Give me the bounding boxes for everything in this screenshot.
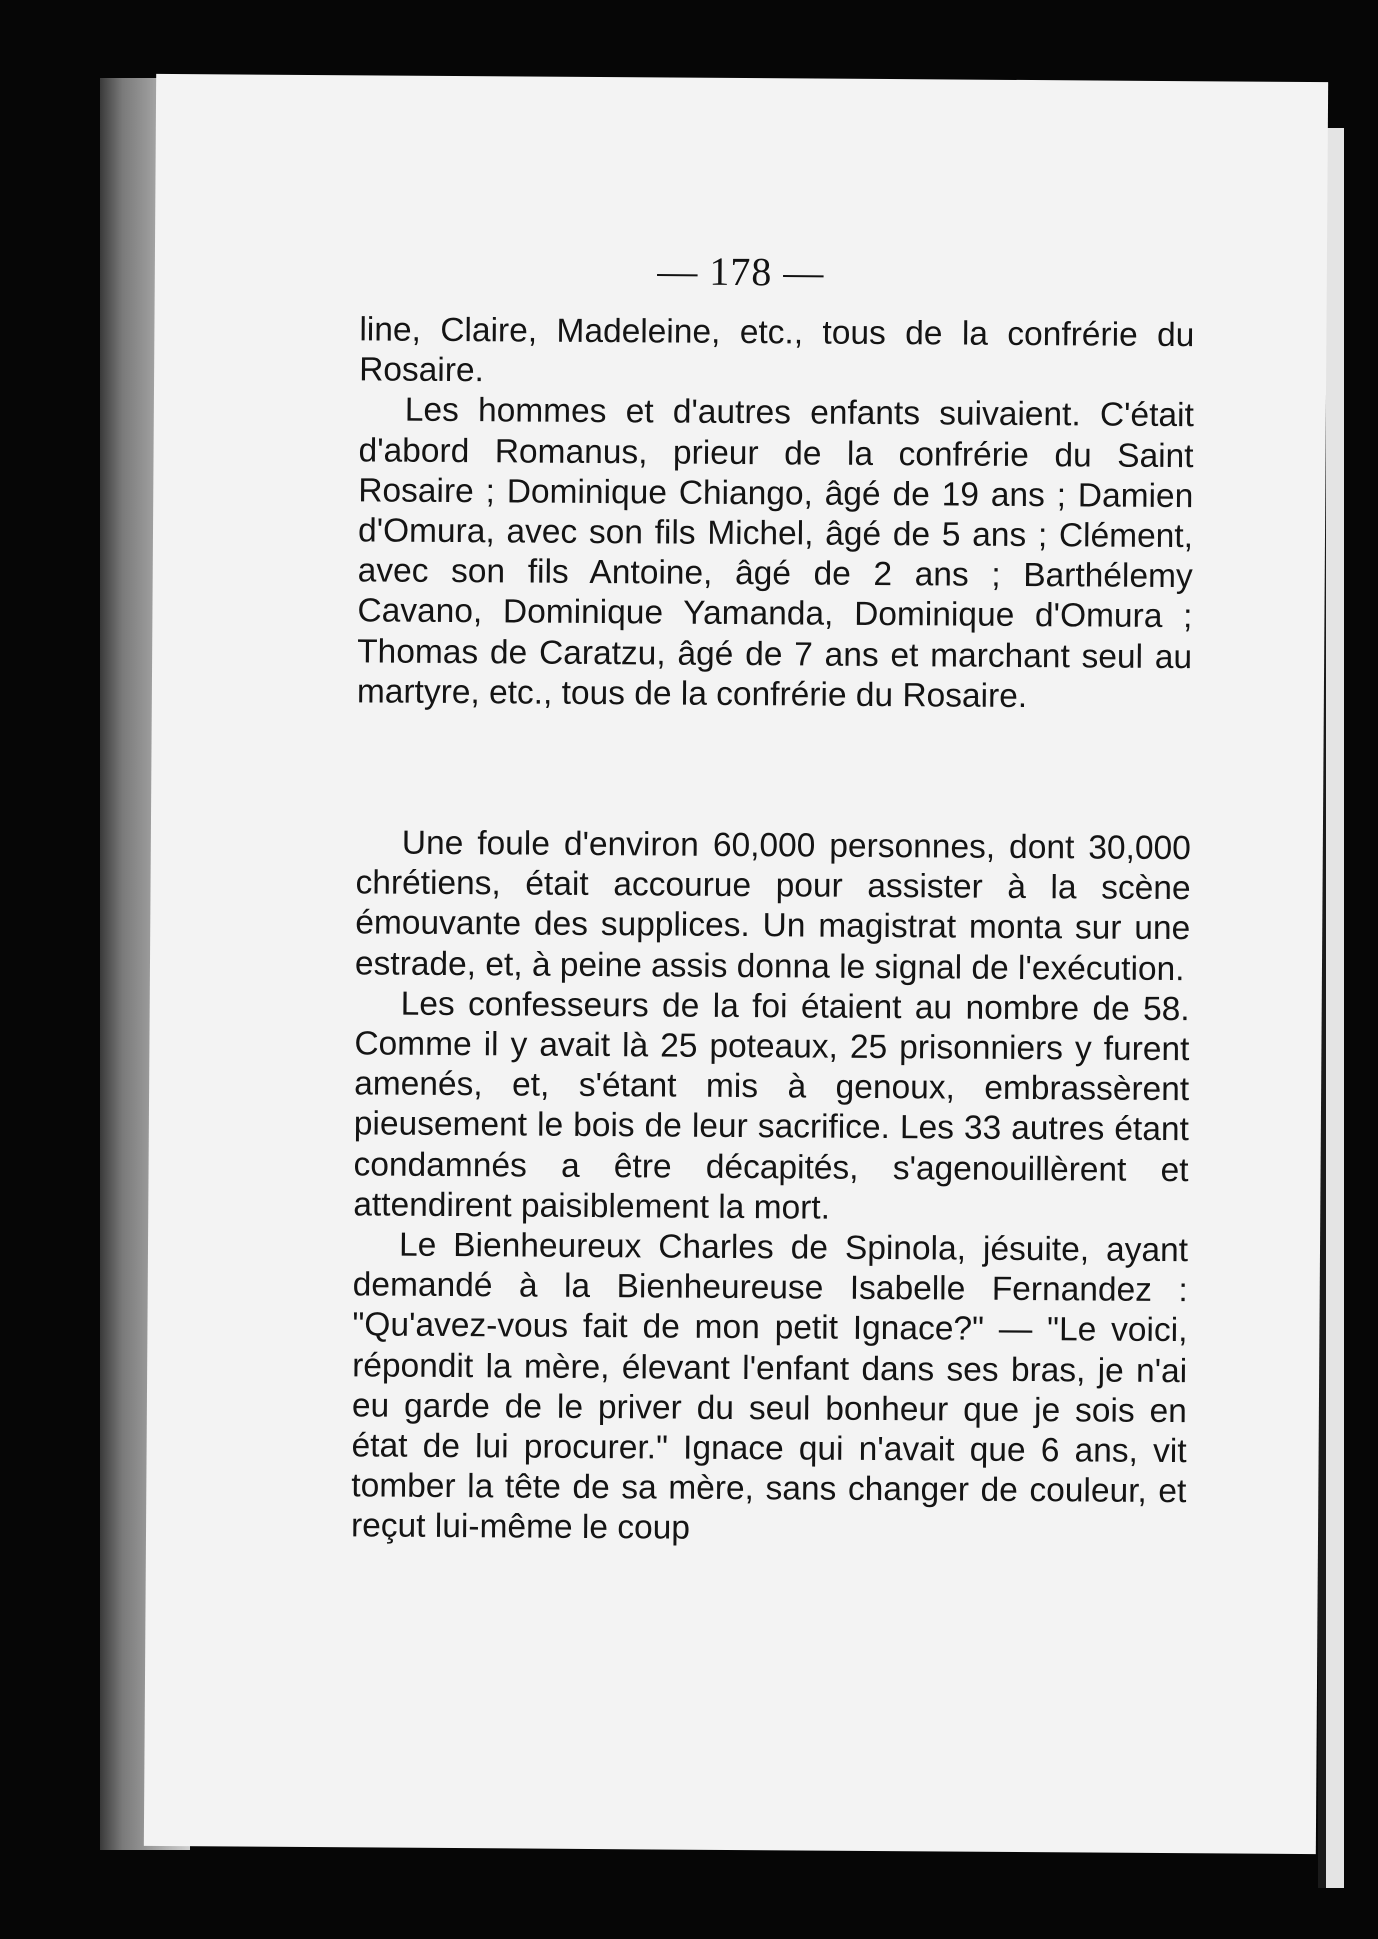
page-number: — 178 — xyxy=(657,248,825,295)
text-block-lower xyxy=(351,823,1191,1552)
paragraph-spinola: Le Bienheureux Charles de Spinola, jésuite, ayant demandé à la Bienheureuse Isabelle Fernandez : "Qu'avez-vous fait de mon petit Ignace?" — "Le voici, répondit la mère, élevant l'enfant dans ses bras, je n'ai eu garde de le priver du seul bonheur que je sois en état de lui procurer." Ignace qui n'avait que 6 ans, vit tomber la tête de sa mère, sans changer de couleur, et reçut lui-même le coup xyxy=(350,1226,1189,1548)
paragraph-confessors: Les confesseurs de la foi étaient au nombre de 58. Comme il y avait là 25 poteaux, 25 prisonniers y furent amenés, et, s'étant mis à genoux, embrassèrent pieusement le bois de leur sacrifice. Les 33 autres étant condamnés a être décapités, s'agenouillèrent et attendirent paisiblement la mort. xyxy=(353,985,1190,1227)
paragraph-crowd: Une foule d'environ 60,000 personnes, dont 30,000 chrétiens, était accourue pour assister à la scène émouvante des supplices. Un magistrat monta sur une estrade, et, à peine assis donna le signal de l'exécution. xyxy=(354,824,1191,988)
paragraph-continuation: line, Claire, Madeleine, etc., tous de la confrérie du Rosaire. xyxy=(359,311,1195,390)
paragraph-men-and-children: Les hommes et d'autres enfants suivaient. C'était d'abord Romanus, prieur de la confrérie du Saint Rosaire ; Dominique Chiango, âgé de 19 ans ; Damien d'Omura, avec son fils Michel, âgé de 5 ans ; Clément, avec son fils Antoine, âgé de 2 ans ; Barthélemy Cavano, Dominique Yamanda, Dominique d'Omura ; Thomas de Caratzu, âgé de 7 ans et marchant seul au martyre, etc., tous de la confrérie du Rosaire. xyxy=(356,392,1194,715)
book-page xyxy=(144,74,1328,1854)
text-block-upper xyxy=(357,310,1195,718)
